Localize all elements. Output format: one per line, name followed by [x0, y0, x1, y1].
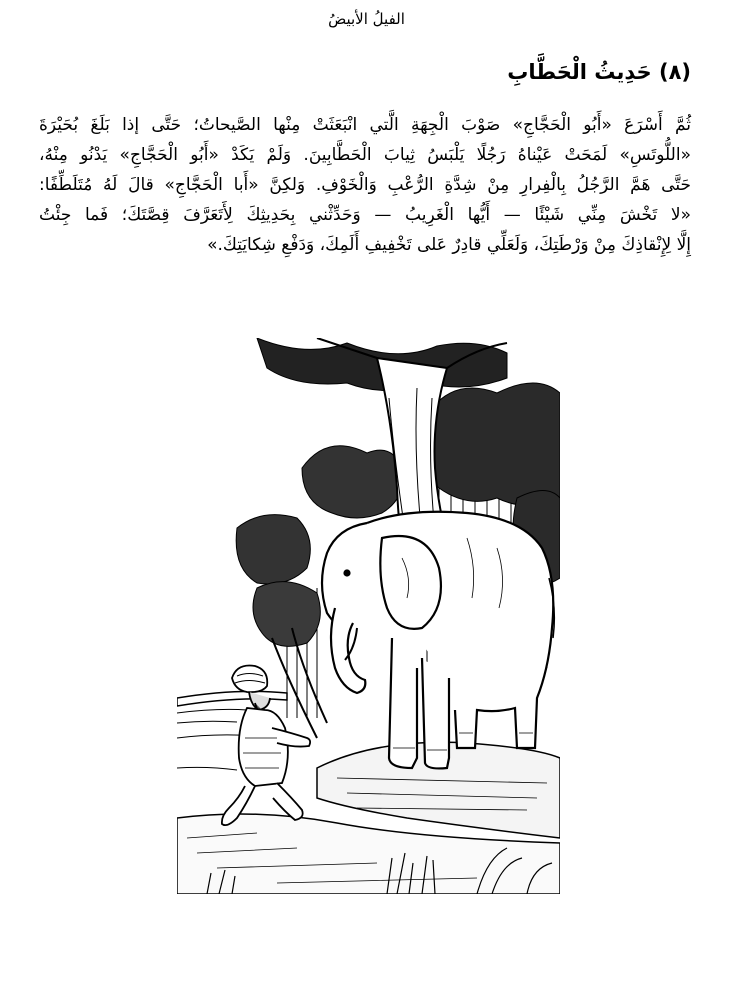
paragraph-line: ثُمَّ أَسْرَعَ «أَبُو الْحَجَّاجِ» صَوْبَ الْجِهَةِ الَّتي انْبَعَثَتْ مِنْها الصَّيحاتُ؛ حَتَّى إذا بَلَغَ بُحَيْرَةَ — [39, 115, 691, 135]
paragraph-line: «لا تَخْشَ مِنِّي شَيْئًا — أَيُّها الْغَرِيبُ — وَحَدِّثْني بِحَدِيثِكَ لِأَتَعَرَّفَ قِصَّتَكَ؛ فَما جِئْتُ — [39, 205, 691, 225]
paragraph-line: حَتَّى هَمَّ الرَّجُلُ بِالْفِرارِ مِنْ شِدَّةِ الرُّعْبِ وَالْخَوْفِ. وَلكِنَّ «أَبا الْحَجَّاجِ» قالَ لَهُ مُتَلَطِّفًا: — [39, 175, 691, 195]
paragraph-line: إِلَّا لِإِنْقاذِكَ مِنْ وَرْطَتِكَ، وَلَعَلِّي قادِرٌ عَلى تَخْفِيفِ أَلَمِكَ، وَدَفْعِ شِكايَتِكَ.» — [207, 235, 691, 255]
story-illustration — [177, 338, 560, 894]
paragraph-line: «اللُّوتَسِ» لَمَحَتْ عَيْناهُ رَجُلًا يَلْبَسُ ثِيابَ الْحَطَّابِينَ. وَلَمْ يَكَدْ «أَبُو الْحَجَّاجِ» يَدْنُو مِنْهُ، — [39, 145, 691, 165]
story-paragraph — [39, 110, 691, 260]
chapter-title: (٨) حَدِيثُ الْحَطَّابِ — [507, 60, 691, 84]
running-header: الفيلُ الأبيضُ — [328, 10, 405, 28]
